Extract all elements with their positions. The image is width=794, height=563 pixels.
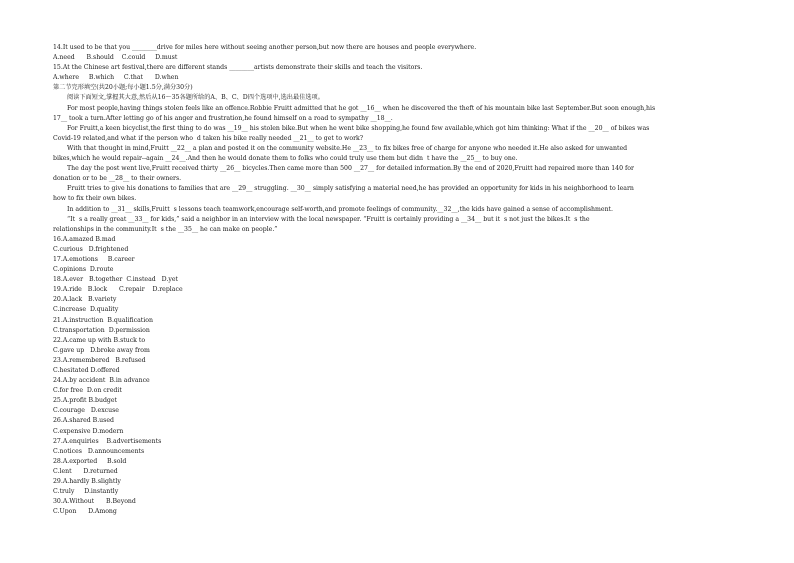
option-line: 23.A.remembered B.refused (53, 356, 146, 364)
option-line: 29.A.hardly B.slightly (53, 478, 121, 486)
document-content (53, 43, 743, 517)
option-line: C.transportation D.permission (53, 326, 150, 334)
option-line: C.Upon D.Among (53, 508, 117, 516)
text-line: Fruitt tries to give his donations to families that are __29__ struggling. __30__ simply satisfying a material need,he has provided an opportunity for kids in his neighborhood to learn (67, 185, 634, 193)
text-line: A.need B.should C.could D.must (53, 54, 178, 62)
option-line: 22.A.came up with B.stuck to (53, 336, 146, 344)
option-line: C.expensive D.modern (53, 427, 124, 435)
option-line: C.truly D.instantly (53, 488, 119, 496)
option-line: 28.A.exported B.sold (53, 457, 127, 465)
option-line: 18.A.ever B.together C.instead D.yet (53, 276, 178, 284)
text-line: The day the post went live,Fruitt received thirty __26__ bicycles.Then came more than 500 __27__ for detailed information.By the end of 2020,Fruitt had repaired more than 140 for (67, 165, 634, 173)
text-line: For most people,having things stolen feels like an offence.Robbie Fruitt admitted that he got __16__ when he discovered the theft of his mountain bike last September.But soon enough,his (67, 104, 656, 112)
option-line: 16.A.amazed B.mad (53, 235, 116, 243)
passage-section (53, 43, 743, 235)
text-line: Covid-19 related,and what if the person who d taken his bike really needed __21__ to get to work? (53, 134, 364, 142)
option-line: 20.A.lack B.variety (53, 296, 117, 304)
text-line: 17__ took a turn.After letting go of his anger and frustration,he found himself on a road to sympathy __18__. (53, 114, 393, 122)
option-line: 25.A.profit B.budget (53, 397, 118, 405)
text-line: relationships in the community.It s the __35__ he can make on people.” (53, 225, 278, 233)
option-line: C.notices D.announcements (53, 447, 145, 455)
text-line: With that thought in mind,Fruitt __22__ a plan and posted it on the community website.He __23__ to fix bikes free of charge for anyone who needed it.He also asked for unwanted (67, 144, 628, 152)
option-line: C.lent D.returned (53, 467, 118, 475)
option-line: C.gave up D.broke away from (53, 346, 150, 354)
text-line: how to fix their own bikes. (53, 195, 137, 203)
text-line: A.where B.which C.that D.when (53, 74, 179, 82)
option-line: 21.A.instruction B.qualification (53, 316, 153, 324)
text-line: 15.At the Chinese art festival,there are different stands ________artists demonstrate their skills and teach the visitors. (53, 64, 423, 72)
option-line: 17.A.emotions B.career (53, 255, 135, 263)
answer-options-section (53, 235, 743, 518)
option-line: C.for free D.on credit (53, 387, 122, 395)
text-line: “It s a really great __33__ for kids,” said a neighbor in an interview with the local newspaper. “Fruitt is certainly providing a __34__ but it s not just the bikes.It s the (67, 215, 590, 223)
option-line: 24.A.by accident B.in advance (53, 377, 150, 385)
text-line: 阅读下面短文,掌握其大意,然后从16～35各题所给的A、B、C、D四个选项中,选出最佳选项。 (67, 94, 324, 102)
text-line: donation or to be __28__ to their owners. (53, 175, 182, 183)
text-line: 14.It used to be that you ________drive for miles here without seeing another person,but now there are houses and people everywhere. (53, 44, 477, 51)
text-line: For Fruitt,a keen bicyclist,the first thing to do was __19__ his stolen bike.But when he went bike shopping,he found few available,which got him thinking: What if the __20__ of bikes was (67, 124, 650, 132)
option-line: 27.A.enquiries B.advertisements (53, 437, 162, 445)
option-line: C.hesitated D.offered (53, 367, 120, 374)
text-line: 第二节完形填空(共20小题;每小题1.5分,满分30分) (53, 84, 193, 92)
option-line: C.increase D.quality (53, 306, 119, 314)
option-line: 19.A.ride B.lock C.repair D.replace (53, 286, 183, 294)
option-line: C.opinions D.route (53, 266, 114, 274)
option-line: C.curious D.frightened (53, 245, 129, 253)
option-line: 30.A.Without B.Beyond (53, 498, 136, 506)
option-line: 26.A.shared B.used (53, 417, 114, 425)
text-line: In addition to __31__ skills,Fruitt s lessons teach teamwork,encourage self-worth,and promote feelings of community.__32__,the kids have gained a sense of accomplishment. (67, 205, 614, 213)
option-line: C.courage D.excuse (53, 407, 119, 415)
text-line: bikes,which he would repair--again __24__.And then he would donate them to folks who could truly use them but didn t have the __25__ to buy one. (53, 155, 518, 163)
